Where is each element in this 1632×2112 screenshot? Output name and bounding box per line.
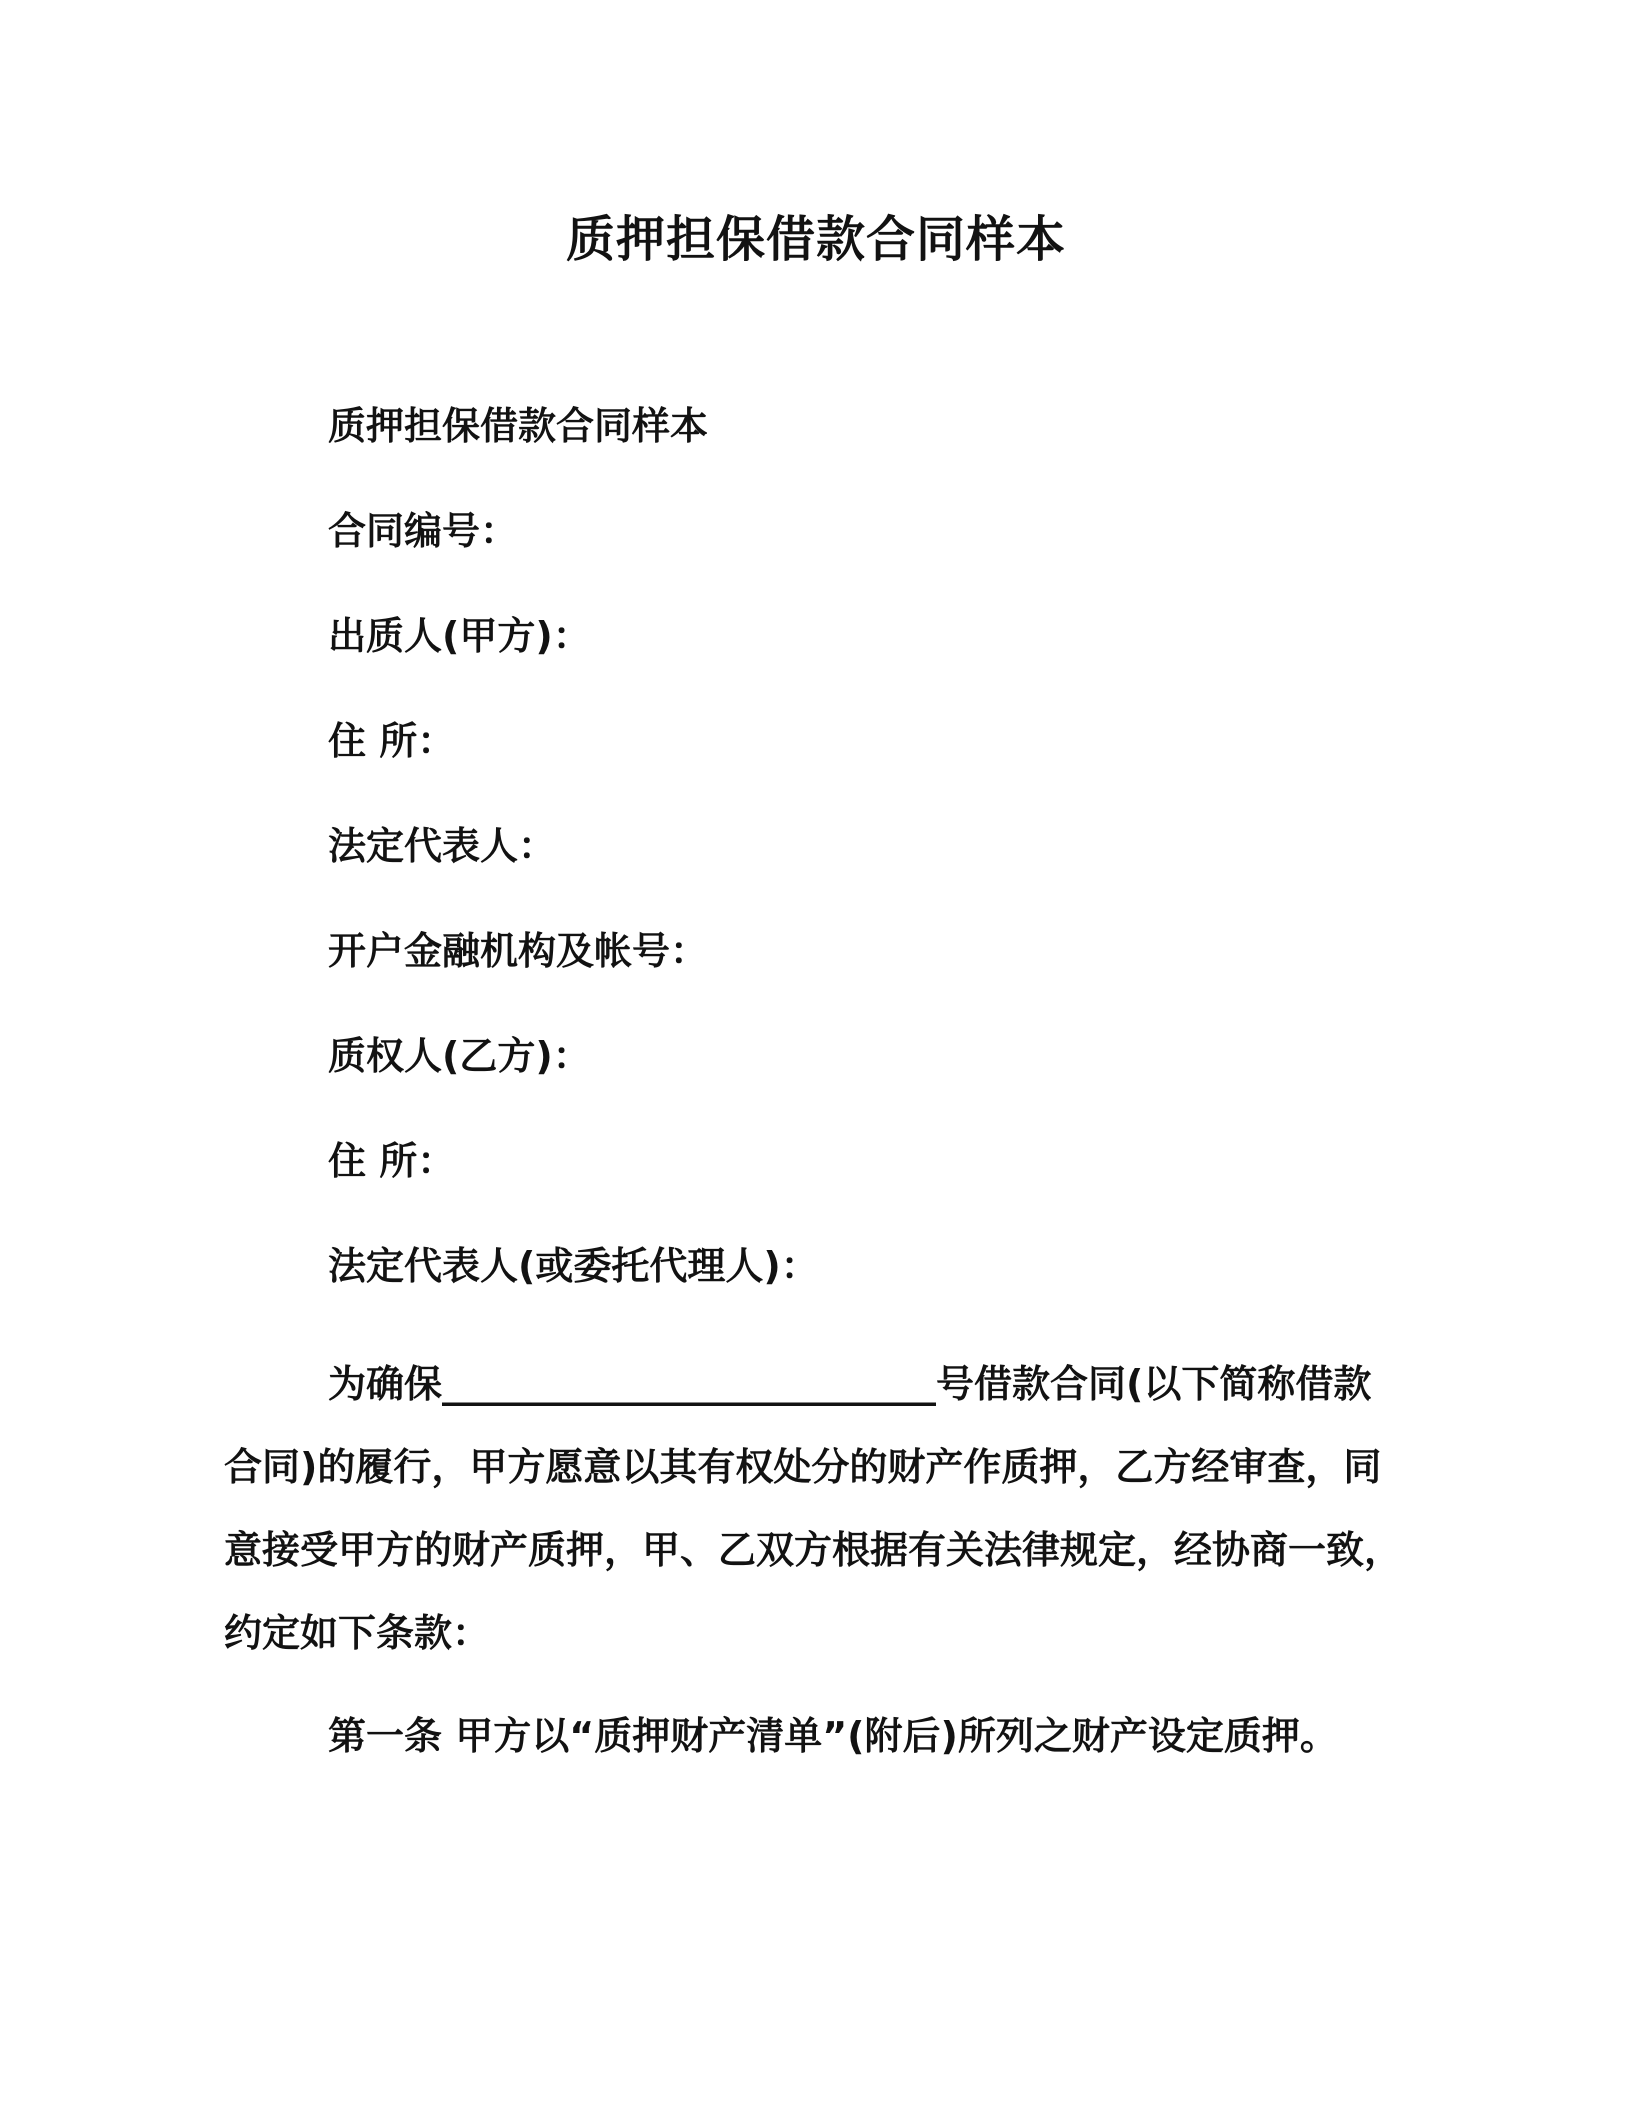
- contract-header-block: [224, 398, 1408, 1294]
- document-subtitle-line: 质押担保借款合同样本: [328, 404, 709, 448]
- contract-number-line: 合同编号：: [328, 509, 519, 553]
- bank-account-line: 开户金融机构及帐号：: [328, 929, 709, 973]
- body-paragraph: [224, 1343, 1408, 1675]
- fill-in-blank: __________________________: [442, 1362, 937, 1406]
- contract-title: 质押担保借款合同样本: [565, 211, 1066, 268]
- body-paragraph-rest: 号借款合同(以下简称借款合同)的履行，甲方愿意以其有权处分的财产作质押，乙方经审查，同意接受甲方的财产质押，甲、乙双方根据有关法律规定，经协商一致，约定如下条款：: [224, 1362, 1403, 1655]
- pledgee-party-b-line: 质权人(乙方)：: [328, 1034, 591, 1078]
- party-b-legal-representative-line: 法定代表人(或委托代理人)：: [328, 1244, 819, 1288]
- party-a-legal-representative-line: 法定代表人：: [328, 824, 557, 868]
- party-a-address-line: 住 所：: [328, 719, 456, 763]
- pledgor-party-a-line: 出质人(甲方)：: [328, 614, 591, 658]
- body-paragraph-lead: 为确保: [328, 1362, 443, 1406]
- party-b-address-line: 住 所：: [328, 1139, 456, 1183]
- clause-one-paragraph: 第一条 甲方以“质押财产清单”(附后)所列之财产设定质押。: [328, 1714, 1338, 1758]
